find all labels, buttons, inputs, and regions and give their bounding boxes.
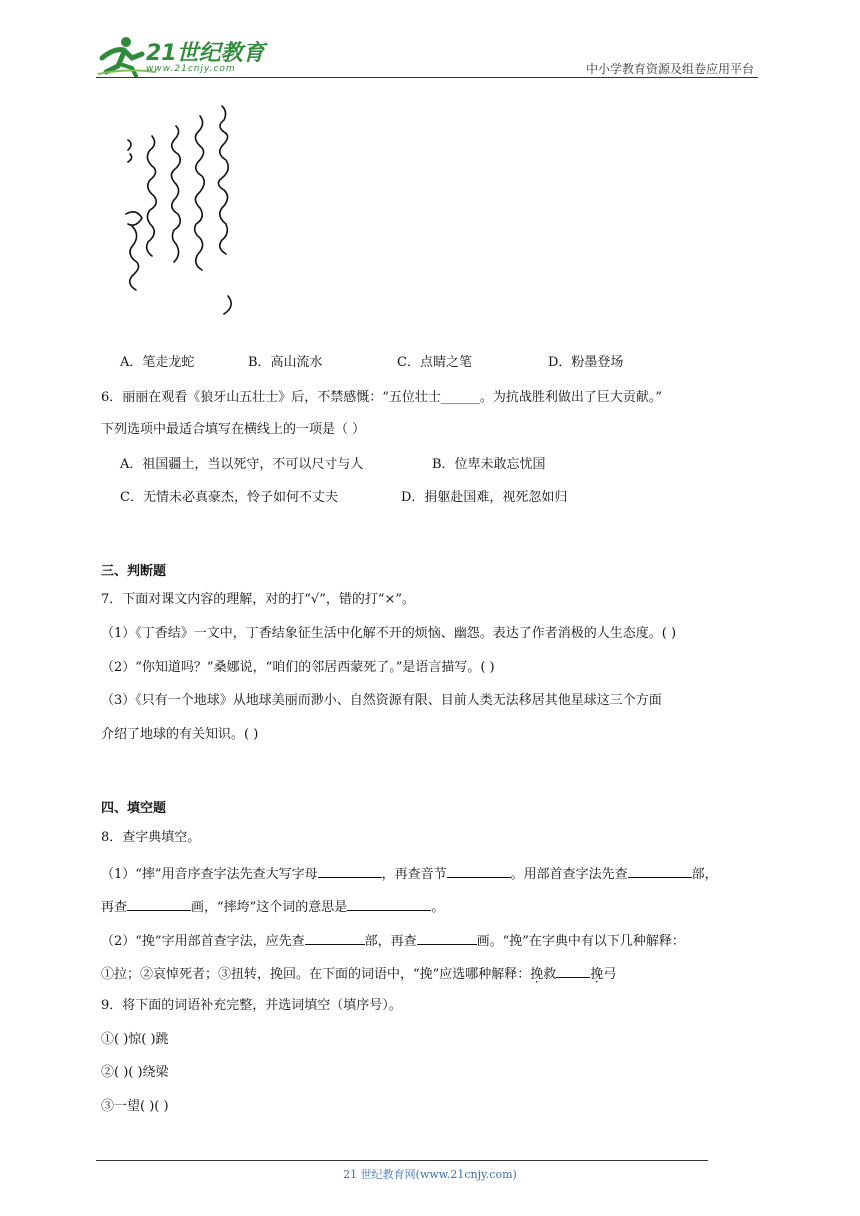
- q7-item-2: （2）“你知道吗？”桑娜说，“咱们的邻居西蒙死了。”是语言描写。( ): [101, 660, 495, 675]
- q6-stem-line1: 6．丽丽在观看《狼牙山五壮士》后，不禁感慨：“五位壮士______。为抗战胜利做出了巨大贡献。”: [101, 390, 663, 405]
- answer-blank[interactable]: [556, 963, 590, 978]
- answer-blank[interactable]: [628, 863, 692, 878]
- q8-text: 画。“挽”在字典中有以下几种解释：: [476, 934, 685, 949]
- q9-item-3: ③一望( )( ): [101, 1099, 169, 1114]
- q8-line-4: [101, 963, 616, 984]
- emphasis-char: 挽: [530, 967, 544, 982]
- answer-blank[interactable]: [447, 863, 511, 878]
- logo-text: 21世纪教育: [146, 41, 265, 66]
- q8-text: ，再查音节: [381, 867, 447, 882]
- q9-stem: 9．将下面的词语补充完整，并选词填空（填序号）。: [101, 998, 402, 1013]
- q8-text: 。用部首查字法先查: [510, 867, 628, 882]
- q5-option-a: A．笔走龙蛇: [120, 355, 195, 370]
- q8-text: （2）“挽”字用部首查字法，应先查: [101, 934, 305, 949]
- q8-line-3: [101, 930, 685, 951]
- q6-option-a: A．祖国疆土，当以死守，不可以尺寸与人: [120, 457, 364, 472]
- q7-item-1: （1）《丁香结》一文中，丁香结象征生活中化解不开的烦恼、幽怨。表达了作者消极的人生态度。( ): [101, 626, 677, 641]
- q8-line-1: [101, 863, 718, 884]
- q8-text: 再查: [101, 900, 128, 915]
- answer-blank[interactable]: [318, 863, 382, 878]
- q8-text: 部，: [691, 867, 718, 882]
- q9-item-1: ①( )惊( )跳: [101, 1032, 169, 1047]
- q8-text: ①拉；②哀悼死者；③扭转，挽回。在下面的词语中，“挽”应选哪种解释：: [101, 967, 531, 982]
- header-divider: [96, 77, 758, 78]
- q8-text: 。: [431, 900, 445, 915]
- q8-stem: 8．查字典填空。: [101, 830, 201, 845]
- q6-stem-line2: 下列选项中最适合填写在横线上的一项是（ ）: [101, 422, 366, 437]
- q6-option-d: D．捐躯赴国难，视死忽如归: [401, 490, 568, 505]
- header-platform-text: 中小学教育资源及组卷应用平台: [585, 62, 754, 76]
- q8-text: （1）“摔”用音序查字法先查大写字母: [101, 867, 318, 882]
- q7-item-3-line1: （3）《只有一个地球》从地球美丽而渺小、自然资源有限、目前人类无法移居其他星球这三个方面: [101, 693, 662, 708]
- answer-blank[interactable]: [127, 896, 191, 911]
- section-title-fill-blank: 四、填空题: [101, 801, 167, 816]
- q6-option-b: B．位卑未敢忘忧国: [432, 457, 546, 472]
- q5-option-b: B．高山流水: [248, 355, 323, 370]
- q8-line-2: [101, 896, 444, 917]
- q8-text: 部，再查: [364, 934, 417, 949]
- answer-blank[interactable]: [305, 930, 365, 945]
- answer-blank[interactable]: [417, 930, 477, 945]
- q6-option-c: C．无情未必真豪杰，怜子如何不丈夫: [120, 490, 338, 505]
- q7-stem: 7．下面对课文内容的理解，对的打“√”，错的打“×”。: [101, 592, 416, 607]
- footer-divider: [96, 1160, 708, 1161]
- answer-blank[interactable]: [347, 896, 431, 911]
- emphasis-char: 挽: [590, 967, 604, 982]
- q8-text: 画，“摔垮”这个词的意思是: [191, 900, 348, 915]
- q8-word-char: 弓: [603, 967, 617, 982]
- q7-item-3-line2: 介绍了地球的有关知识。( ): [101, 727, 259, 742]
- q9-item-2: ②( )( )绕梁: [101, 1065, 169, 1080]
- q5-option-d: D．粉墨登场: [548, 355, 624, 370]
- section-title-judgement: 三、判断题: [101, 564, 167, 579]
- q5-option-c: C．点睛之笔: [397, 355, 472, 370]
- q8-word-char: 救: [543, 967, 557, 982]
- calligraphy-image: [118, 96, 248, 340]
- logo-url: www.21cnjy.com: [146, 64, 236, 74]
- footer-link[interactable]: 21 世纪教育网(www.21cnjy.com): [343, 1168, 517, 1181]
